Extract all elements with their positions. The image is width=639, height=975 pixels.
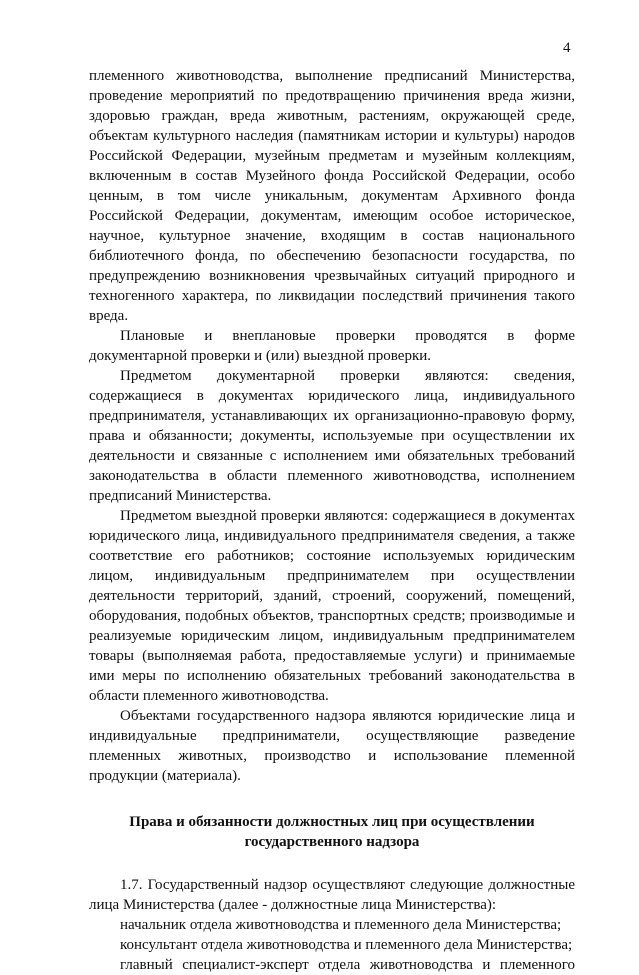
paragraph-supervision-objects: Объектами государственного надзора являются юридические лица и индивидуальные предприниматели, осуществляющие разведение племенных животных, производство и использование племенной продукции (материала).	[89, 708, 575, 784]
section-heading: Права и обязанности должностных лиц при осуществлении государственного надзора	[129, 814, 535, 850]
list-item-chief-specialist: главный специалист-эксперт отдела животноводства и племенного	[120, 957, 575, 973]
paragraph-officials-intro: 1.7. Государственный надзор осуществляют следующие должностные лица Министерства (далее - должностные лица Министерства):	[89, 877, 575, 913]
paragraph-inspection-forms: Плановые и внеплановые проверки проводятся в форме документарной проверки и (или) выездной проверки.	[89, 328, 575, 364]
paragraph-continuation: племенного животноводства, выполнение предписаний Министерства, проведение мероприятий по предотвращению причинения вреда жизни, здоровью граждан, вреда животным, растениям, окружающей среде, объектам культурного наследия (памятникам истории и культуры) народов Российской Федерации, музейным предметам и музейным коллекциям, включенным в состав Музейного фонда Российской Федерации, особо ценным, в том числе уникальным, документам Архивного фонда Российской Федерации, документам, имеющим особое историческое, научное, культурное значение, входящим в состав национального библиотечного фонда, по обеспечению безопасности государства, по предупреждению возникновения чрезвычайных ситуаций природного и техногенного характера, по ликвидации последствий причинения такого вреда.	[89, 68, 575, 324]
document-body	[89, 66, 575, 975]
list-item-head-of-department: начальник отдела животноводства и племенного дела Министерства;	[120, 917, 562, 933]
page-number: 4	[563, 40, 571, 56]
paragraph-documentary-inspection: Предметом документарной проверки являются: сведения, содержащиеся в документах юридического лица, индивидуального предпринимателя, устанавливающих их организационно-правовую форму, права и обязанности; документы, используемые при осуществлении их деятельности и связанные с исполнением ими обязательных требований законодательства в области племенного животноводства, исполнением предписаний Министерства.	[89, 368, 575, 504]
list-item-consultant: консультант отдела животноводства и племенного дела Министерства;	[120, 937, 573, 953]
paragraph-field-inspection: Предметом выездной проверки являются: содержащиеся в документах юридического лица, индивидуального предпринимателя сведения, а также соответствие его работников; состояние используемых юридическим лицом, индивидуальным предпринимателем при осуществлении деятельности территорий, зданий, строений, сооружений, помещений, оборудования, подобных объектов, транспортных средств; производимые и реализуемые юридическим лицом, индивидуальным предпринимателем товары (выполняемая работа, предоставляемые услуги) и принимаемые ими меры по исполнению обязательных требований законодательства в области племенного животноводства.	[89, 508, 575, 704]
